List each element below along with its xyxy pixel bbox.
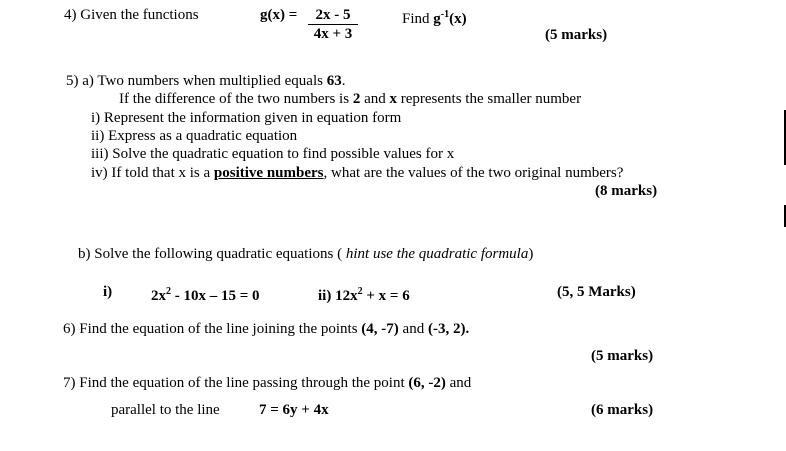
q4-numerator: 2x - 5	[308, 6, 358, 25]
q5a-line2-b: and	[360, 91, 390, 107]
q5a-line1-number: 63	[326, 73, 342, 89]
q7-parallel: parallel to the line	[111, 402, 220, 418]
q5a-item-2: ii) Express as a quadratic equation	[91, 128, 298, 144]
q5b-marks: (5, 5 Marks)	[557, 284, 636, 300]
q7-point: (6, -2)	[408, 375, 446, 391]
q5b-eq2-b: + x = 6	[362, 288, 410, 304]
q5a-line2-number: 2	[352, 91, 361, 107]
q5a-line1	[66, 72, 345, 90]
q6-text	[63, 320, 469, 338]
q5b-eq2-sup: 2	[357, 286, 363, 297]
q4-fraction	[308, 6, 358, 43]
q5a-item-4-underlined: positive numbers	[213, 165, 324, 181]
q5a-item-4-a: iv) If told that x is a	[91, 165, 214, 181]
q5a-line2-a: If the difference of the two numbers is	[119, 91, 353, 107]
q4-marks: (5 marks)	[545, 27, 608, 43]
q4-find-sup: -1	[440, 9, 450, 20]
q5b-hint: hint use the quadratic formula	[345, 246, 529, 262]
q7-marks: (6 marks)	[591, 402, 654, 418]
q5b-eq1-a: 2x	[151, 288, 166, 304]
q5a-item-1: i) Represent the information given in equation form	[91, 110, 402, 126]
q4-find	[402, 6, 467, 28]
q5a-item-4	[91, 164, 623, 182]
q5a-item-4-b: , what are the values of the two original numbers?	[323, 165, 624, 181]
q7-text-b: and	[445, 375, 472, 391]
q6-marks: (5 marks)	[591, 348, 654, 364]
q5a-line2-x: x	[389, 91, 397, 107]
q5a-item-3: iii) Solve the quadratic equation to find possible values for x	[91, 146, 455, 162]
q5a-line1-text: 5) a) Two numbers when multiplied equals	[66, 73, 327, 89]
q5b-eq1	[151, 283, 260, 305]
q7-text-a: 7) Find the equation of the line passing through the point	[63, 375, 409, 391]
q5b-eq1-sup: 2	[166, 286, 171, 297]
q5b-eq2-a: ii) 12x	[318, 288, 358, 304]
q4-denominator: 4x + 3	[313, 26, 353, 42]
q4-find-prefix: Find	[402, 11, 434, 27]
q5b-intro-a: b) Solve the following quadratic equations (	[78, 246, 346, 262]
q5b-intro	[78, 245, 533, 263]
q7-equation: 7 = 6y + 4x	[259, 402, 329, 418]
q5b-eq2	[318, 283, 410, 305]
q5a-line1-end: .	[341, 73, 346, 89]
q5b-intro-b: )	[528, 246, 534, 262]
q5a-marks: (8 marks)	[595, 183, 658, 199]
q5b-eq1-b: - 10x – 15 = 0	[171, 288, 260, 304]
q6-point-1: (4, -7)	[361, 321, 399, 337]
q5b-eq1-label: i)	[103, 284, 113, 300]
q4-find-x: (x)	[449, 11, 467, 27]
q4-find-g: g	[433, 11, 441, 27]
q6-point-2: (-3, 2).	[427, 321, 470, 337]
q7-text	[63, 374, 471, 392]
q5a-line2-c: represents the smaller number	[396, 91, 582, 107]
q6-and: and	[398, 321, 428, 337]
q5a-line2	[119, 90, 581, 108]
q4-label: 4) Given the functions	[64, 7, 199, 23]
q4-function-name: g(x) =	[260, 7, 298, 23]
q6-text-a: 6) Find the equation of the line joining the points	[63, 321, 362, 337]
